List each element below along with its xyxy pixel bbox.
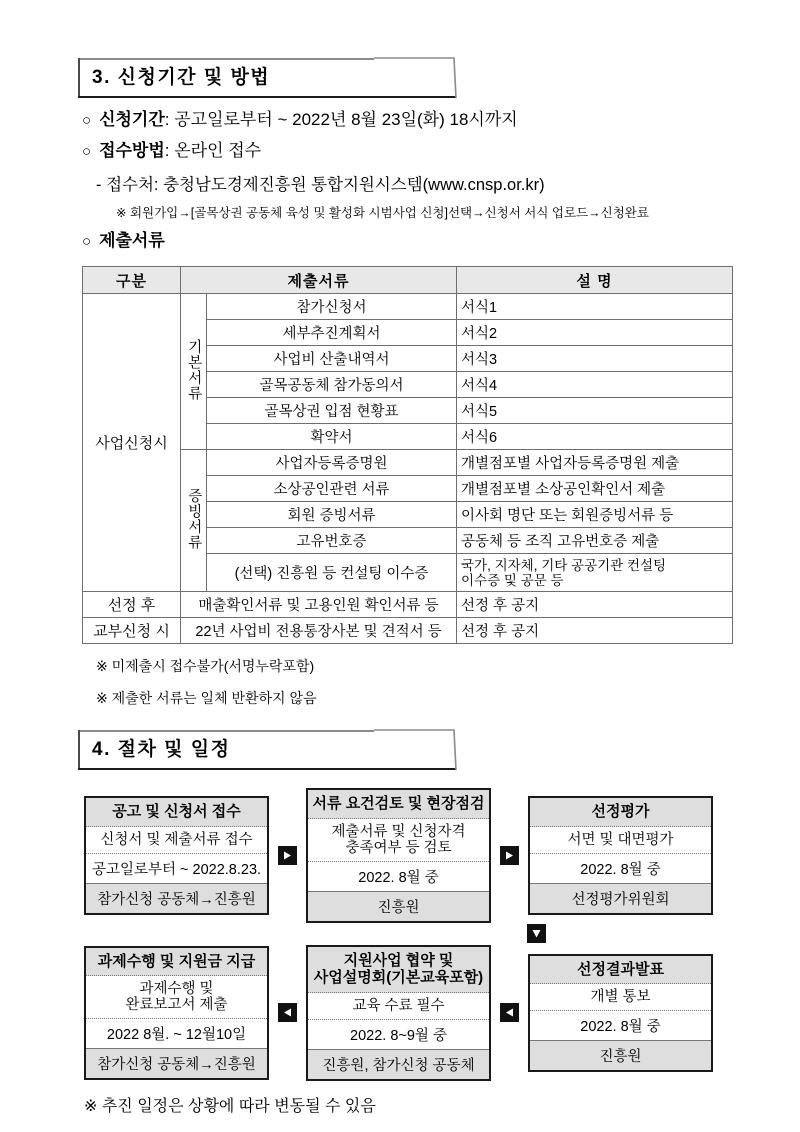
td-group-label-application: 사업신청시 (83, 294, 181, 592)
flow-box-execution (84, 946, 269, 1081)
th-category: 구분 (83, 267, 181, 294)
td-doc-name: 골목상권 입점 현황표 (207, 398, 457, 424)
flow-box-date: 2022. 8월 중 (308, 862, 489, 892)
flow-box-org: 선정평가위원회 (530, 884, 711, 913)
documents-heading-label: 제출서류 (99, 231, 165, 251)
table-row (83, 450, 733, 476)
flow-box-title: 선정결과발표 (530, 956, 711, 984)
flow-box-agreement (306, 945, 491, 1081)
td-doc-name: 확약서 (207, 424, 457, 450)
banner-diagonal-icon-2 (374, 729, 458, 771)
flow-box-title: 지원사업 협약 및 사업설명회(기본교육포함) (308, 947, 489, 993)
td-doc-name: 참가신청서 (207, 294, 457, 320)
td-doc-desc: 이사회 명단 또는 회원증빙서류 등 (457, 502, 733, 528)
vertical-label-supporting: 증빙서류 (185, 487, 202, 550)
submission-method-label: 접수방법 (99, 141, 165, 161)
note-missing-docs: ※ 미제출시 접수불가(서명누락포함) (96, 658, 315, 675)
arrow-left-icon-2 (500, 1003, 519, 1022)
bullet-marker-circle-icon: ○ (82, 112, 92, 129)
flow-row-2 (84, 945, 800, 1081)
arrow-left-icon (278, 1003, 297, 1022)
td-doc-name: 22년 사업비 전용통장사본 및 견적서 등 (181, 618, 457, 644)
td-doc-name: 고유번호증 (207, 528, 457, 554)
flow-box-title: 선정평가 (530, 798, 711, 826)
table-header-row (83, 267, 733, 294)
flow-box-body: 개별 통보 (530, 984, 711, 1011)
flow-box-body: 교육 수료 필수 (308, 993, 489, 1020)
documents-heading-line (82, 221, 800, 252)
banner-left-rule-2 (78, 730, 80, 770)
schedule-change-note: ※ 추진 일정은 상황에 따라 변동될 수 있음 (84, 1097, 376, 1115)
process-flowchart (0, 788, 800, 1080)
td-category: 선정 후 (83, 592, 181, 618)
td-doc-name: 소상공인관련 서류 (207, 476, 457, 502)
arrow-right-icon-2 (500, 846, 519, 865)
flow-box-org: 참가신청 공동체→진흥원 (86, 884, 267, 913)
flow-box-evaluation (528, 796, 713, 914)
application-period-label: 신청기간 (99, 110, 165, 129)
flow-box-announcement (84, 796, 269, 914)
flow-box-body: 서면 및 대면평가 (530, 827, 711, 854)
td-doc-name: 사업비 산출내역서 (207, 346, 457, 372)
td-doc-desc: 서식6 (457, 424, 733, 450)
banner-top-rule (78, 58, 374, 60)
td-doc-name: 회원 증빙서류 (207, 502, 457, 528)
flow-box-date: 2022. 8월 중 (530, 1011, 711, 1041)
td-doc-desc: 서식3 (457, 346, 733, 372)
note-no-return: ※ 제출한 서류는 일체 반환하지 않음 (96, 690, 317, 707)
td-category: 교부신청 시 (83, 618, 181, 644)
bullet-marker-circle-icon-2: ○ (82, 143, 92, 161)
td-doc-desc: 서식4 (457, 372, 733, 398)
section-3-banner (78, 58, 458, 100)
arrow-right-icon (278, 846, 297, 865)
flow-box-body: 신청서 및 제출서류 접수 (86, 827, 267, 854)
td-doc-name: 매출확인서류 및 고용인원 확인서류 등 (181, 592, 457, 618)
table-row (83, 294, 733, 320)
application-period-value: 공고일로부터 ~ 2022년 8월 23일(화) 18시까지 (169, 110, 518, 129)
td-vertical-supporting-docs (181, 450, 207, 592)
td-doc-desc: 개별점포별 사업자등록증명원 제출 (457, 450, 733, 476)
flow-box-date: 2022. 8월 중 (530, 854, 711, 884)
flow-box-date: 2022 8월. ~ 12월10일 (86, 1019, 267, 1049)
flow-box-title: 과제수행 및 지원금 지급 (86, 948, 267, 976)
td-doc-desc: 공동체 등 조직 고유번호증 제출 (457, 528, 733, 554)
td-doc-desc: 국가, 지자체, 기타 공공기관 컨설팅 이수증 및 공문 등 (457, 554, 733, 592)
documents-table (82, 266, 733, 644)
td-doc-name: 사업자등록증명원 (207, 450, 457, 476)
th-description: 설 명 (457, 267, 733, 294)
td-doc-desc: 개별점포별 소상공인확인서 제출 (457, 476, 733, 502)
submission-url-line: - 접수처: 충청남도경제진흥원 통합지원시스템(www.cnsp.or.kr) (96, 176, 545, 195)
flow-box-body: 제출서류 및 신청자격 충족여부 등 검토 (308, 819, 489, 862)
td-doc-desc: 서식5 (457, 398, 733, 424)
flow-box-review (306, 788, 491, 923)
flow-box-date: 공고일로부터 ~ 2022.8.23. (86, 854, 267, 884)
submission-method-sep: : (164, 141, 170, 161)
application-period-sep: : (164, 110, 170, 129)
flow-row-1 (84, 788, 800, 923)
banner-diagonal-icon (374, 57, 458, 99)
flow-box-org: 진흥원 (308, 892, 489, 921)
td-vertical-basic-docs (181, 294, 207, 450)
flow-box-org: 참가신청 공동체→진흥원 (86, 1049, 267, 1078)
section-4-title: 4. 절차 및 일정 (92, 739, 231, 761)
th-document: 제출서류 (181, 267, 457, 294)
flow-box-title: 서류 요건검토 및 현장점검 (308, 790, 489, 818)
td-doc-desc: 서식2 (457, 320, 733, 346)
table-row (83, 618, 733, 644)
flow-box-title: 공고 및 신청서 접수 (86, 798, 267, 826)
banner-left-rule (78, 58, 80, 98)
documents-table-wrap (82, 266, 732, 644)
td-doc-desc: 선정 후 공지 (457, 592, 733, 618)
flow-box-result (528, 954, 713, 1072)
flow-box-org: 진흥원 (530, 1041, 711, 1070)
flow-box-body: 과제수행 및 완료보고서 제출 (86, 976, 267, 1019)
vertical-label-basic: 기본서류 (185, 338, 202, 401)
signup-flow-note: ※ 회원가입→[골목상권 공동체 육성 및 활성화 시범사업 신청]선택→신청서 서식 업로드→신청완료 (116, 206, 649, 221)
banner-top-rule-2 (78, 730, 374, 732)
submission-method-line (82, 131, 800, 162)
td-doc-name: (선택) 진흥원 등 컨설팅 이수증 (207, 554, 457, 592)
table-row (83, 592, 733, 618)
flow-box-date: 2022. 8~9월 중 (308, 1020, 489, 1050)
td-doc-desc: 서식1 (457, 294, 733, 320)
section-4-banner (78, 730, 458, 772)
section-3-title: 3. 신청기간 및 방법 (92, 67, 271, 88)
application-period-line (82, 100, 800, 131)
arrow-down-icon (527, 924, 546, 943)
td-doc-desc: 선정 후 공지 (457, 618, 733, 644)
td-doc-name: 골목공동체 참가동의서 (207, 372, 457, 398)
bullet-marker-circle-icon-3: ○ (82, 233, 92, 251)
flow-box-org: 진흥원, 참가신청 공동체 (308, 1050, 489, 1079)
td-doc-name: 세부추진계획서 (207, 320, 457, 346)
submission-method-value: 온라인 접수 (169, 141, 262, 161)
